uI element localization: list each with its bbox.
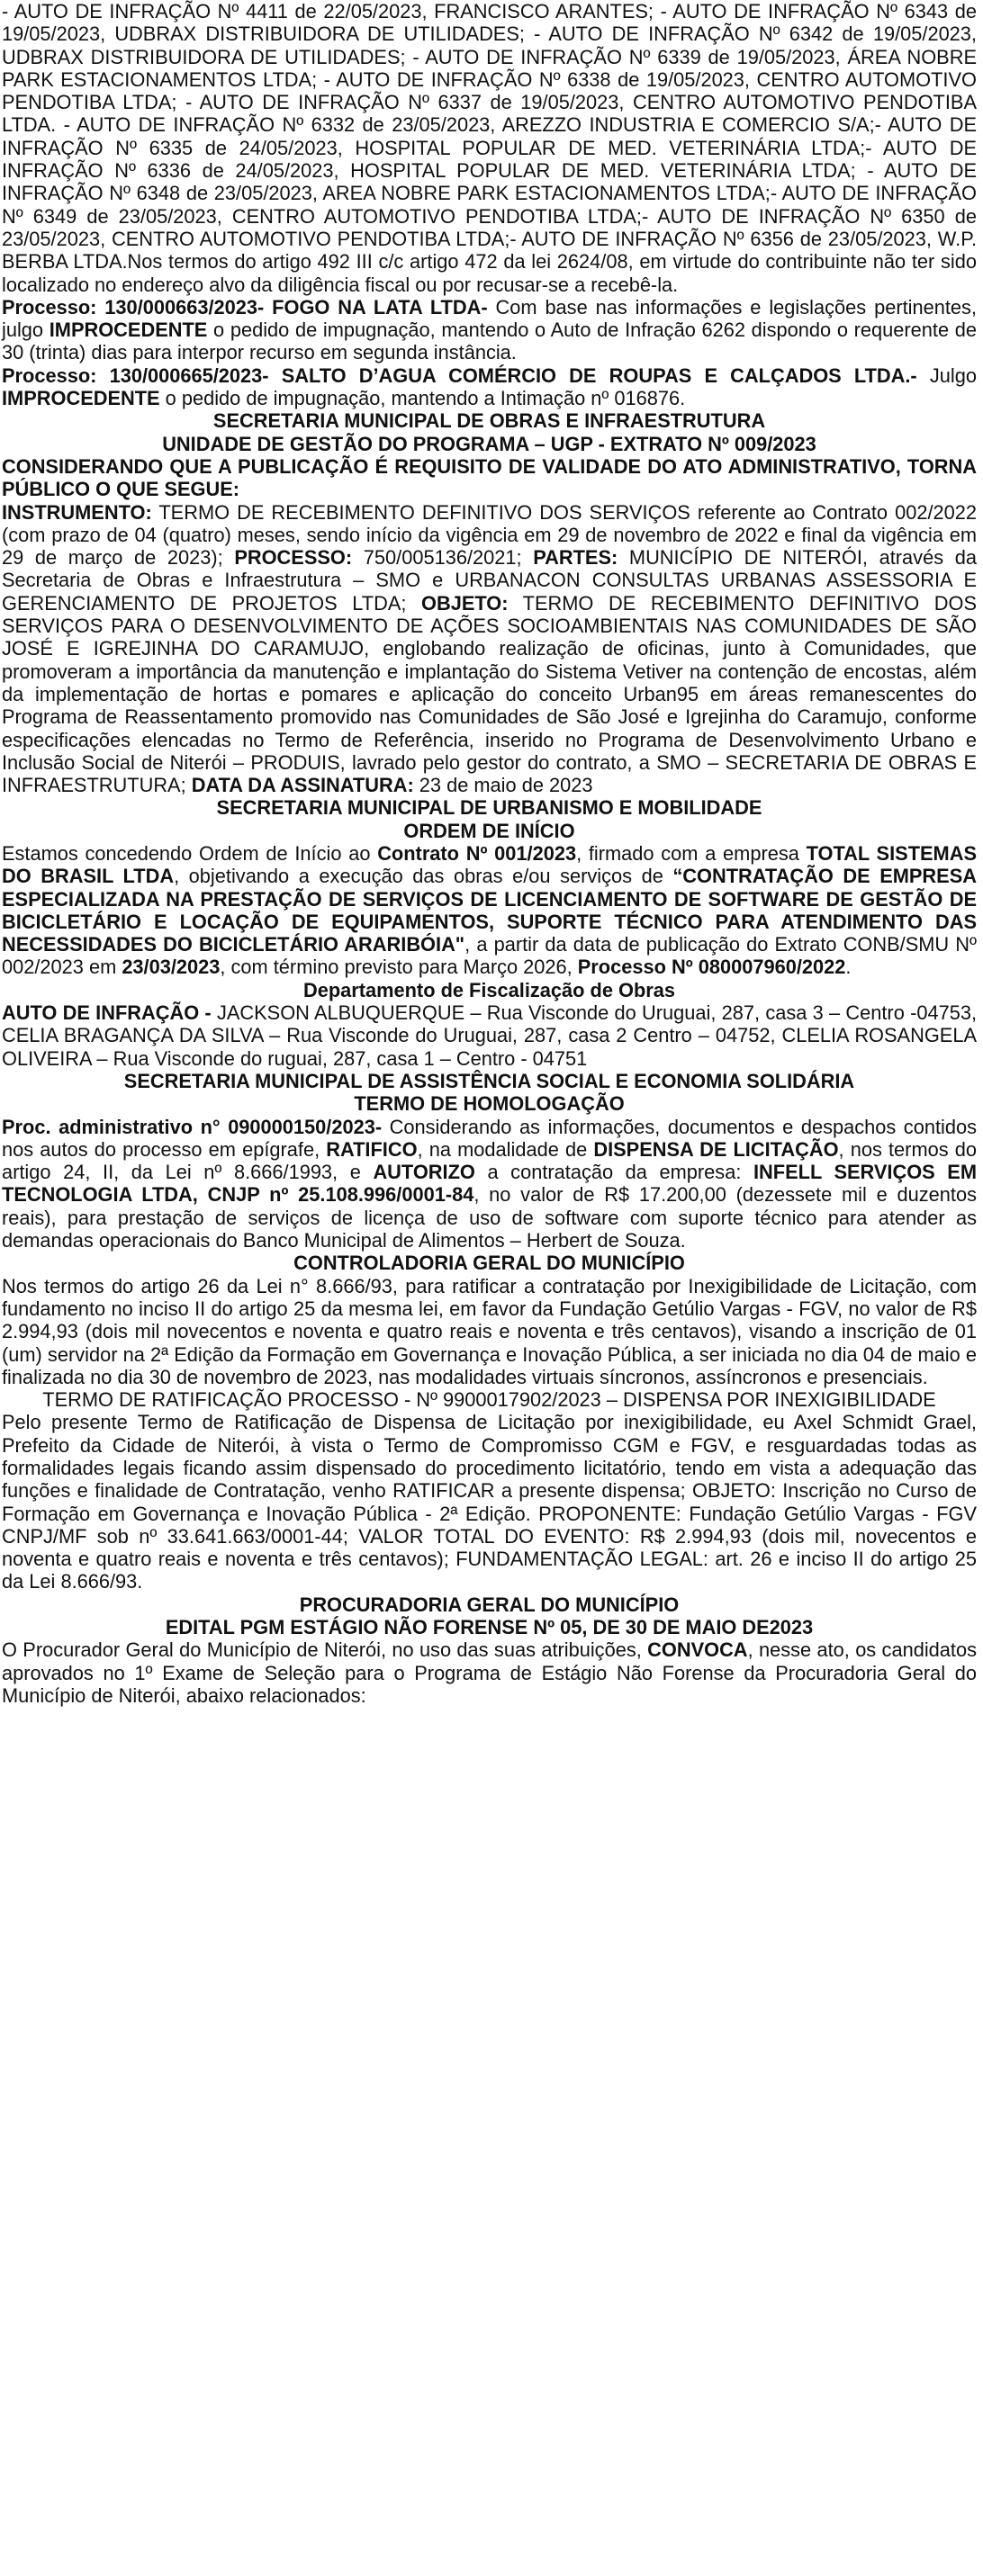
homologacao-paragraph: [2, 1116, 977, 1252]
process-665-verdict: IMPROCEDENTE: [2, 387, 160, 410]
processo-number: Processo Nº 080007960/2022: [577, 956, 846, 979]
homologacao-text-3: , nos termos do artigo 24, II, da Lei nº 8.666/1993, e: [2, 1137, 977, 1184]
secretaria-urbanismo-title: SECRETARIA MUNICIPAL DE URBANISMO E MOBILIDADE: [216, 796, 762, 820]
ordem-text-4: , a partir da data de publicação do Extrato CONB/SMU Nº 002/2023 em: [2, 933, 978, 979]
controladoria-paragraph: Nos termos do artigo 26 da Lei n° 8.666/93, para ratificar a contratação por Inexigibilidade de Licitação, com fundamento no inciso II do artigo 25 da mesma lei, em favor da Fundação Getúlio Vargas - FGV, no valor de R$ 2.994,93 (dois mil novecentos e noventa e quatro reais e noventa e três centavos), visando a inscrição de 01 (um) servidor na 2ª Edição da Formação em Governança e Inovação Pública, a ser iniciada no dia 04 de maio e finalizada no dia 30 de novembro de 2023, nas modalidades virtuais síncronos, assíncronos e presenciais.: [2, 1274, 977, 1388]
instrumento-text: TERMO DE RECEBIMENTO DEFINITIVO DOS SERVIÇOS referente ao Contrato 002/2022 (com prazo de 04 (quatro) meses, sendo início da vigência em 29 de novembro de 2022 e final da vigência em 29 de março de 2023);: [2, 500, 977, 570]
controladoria-title: CONTROLADORIA GERAL DO MUNICÍPIO: [293, 1252, 685, 1275]
partes-label: PARTES:: [533, 546, 618, 570]
auto-infracao-paragraph: [2, 1001, 977, 1070]
ordem-text-6: .: [845, 956, 852, 979]
secretaria-obras-title: SECRETARIA MUNICIPAL DE OBRAS E INFRAESTRUTURA: [212, 409, 766, 433]
procuradoria-title: PROCURADORIA GERAL DO MUNICÍPIO: [299, 1593, 680, 1616]
convoca-word: CONVOCA: [647, 1638, 748, 1662]
objeto-label: OBJETO:: [421, 591, 509, 615]
homologacao-text-1: Considerando as informações, documentos e despachos contidos nos autos do processo em epígrafe,: [2, 1115, 977, 1161]
process-663-text-end: o pedido de impugnação, mantendo o Auto de Infração 6262 dispondo o requerente de 30 (trinta) dias para interpor recurso em segunda instância.: [2, 319, 977, 364]
edital-text-2: , nesse ato, os candidatos aprovados no 1º Exame de Seleção para o Programa de Estágio Não Forense da Procuradoria Geral do Município de Niterói, abaixo relacionados:: [2, 1638, 977, 1707]
edital-text-1: O Procurador Geral do Município de Niterói, no uso das suas atribuições,: [2, 1638, 648, 1662]
homologacao-title: TERMO DE HOMOLOGAÇÃO: [354, 1092, 625, 1116]
process-663-text: Com base nas informações e legislações pertinentes, julgo: [2, 295, 977, 342]
data-assinatura-text: 23 de maio de 2023: [413, 774, 593, 797]
data-assinatura-label: DATA DA ASSINATURA:: [191, 774, 414, 797]
partes-text: MUNICÍPIO DE NITERÓI, através da Secretaria de Obras e Infraestrutura – SMO e URBANACON CONSULTAS URBANAS ASSESSORIA E GERENCIAMENTO DE PROJETOS LTDA;: [2, 546, 977, 615]
ratificacao-title: TERMO DE RATIFICAÇÃO PROCESSO - Nº 9900017902/2023 – DISPENSA POR INEXIGIBILIDADE: [42, 1388, 936, 1412]
process-663-verdict: IMPROCEDENTE: [49, 319, 208, 342]
dispensa-licitacao: DISPENSA DE LICITAÇÃO: [593, 1137, 839, 1161]
process-665-text: Julgo: [916, 364, 977, 387]
secretaria-assistencia-title: SECRETARIA MUNICIPAL DE ASSISTÊNCIA SOCIAL E ECONOMIA SOLIDÁRIA: [123, 1069, 855, 1092]
homologacao-text-4: a contratação da empresa:: [474, 1161, 753, 1184]
process-665-paragraph: [2, 364, 977, 410]
auto-infracao-text: JACKSON ALBUQUERQUE – Rua Visconde do Uruguai, 287, casa 3 – Centro -04753, CELIA BRAGANÇA DA SILVA – Rua Visconde do Uruguai, 287, casa 2 Centro – 04752, CLELIA ROSANGELA OLIVEIRA – Rua Visconde do ruguai, 287, casa 1 – Centro - 04751: [2, 1001, 977, 1070]
processo-text: 750/005136/2021;: [352, 546, 534, 570]
objeto-text: TERMO DE RECEBIMENTO DEFINITIVO DOS SERVIÇOS PARA O DESENVOLVIMENTO DE AÇÕES SOCIOAMBIENTAIS NAS COMUNIDADES DE SÃO JOSÉ E IGREJINHA DO CARAMUJO, englobando realização de oficinas, junto à Comunidades, que promoveram a importância da manutenção e implantação do Sistema Vetiver na contenção de encostas, além da implementação de hortas e pomares e aplicação do conceito Urban95 em áreas remanescentes do Programa de Reassentamento promovido nas Comunidades de São José e Igrejinha do Caramujo, conforme especificações elencadas no Termo de Referência, inserido no Programa de Desenvolvimento Urbano e Inclusão Social de Niterói – PRODUIS, lavrado pelo gestor do contrato, a SMO – SECRETARIA DE OBRAS E INFRAESTRUTURA;: [2, 591, 977, 797]
proc-administrativo: Proc. administrativo n° 090000150/2023-: [2, 1115, 383, 1138]
auto-infracao-label: AUTO DE INFRAÇÃO -: [2, 1001, 212, 1025]
edital-paragraph: [2, 1638, 977, 1707]
extrato-paragraph: [2, 501, 977, 797]
autorizo-word: AUTORIZO: [373, 1161, 475, 1184]
ordem-text-1: Estamos concedendo Ordem de Início ao: [2, 841, 378, 865]
data-publicacao: 23/03/2023: [122, 956, 221, 979]
homologacao-text-5: , no valor de R$ 17.200,00 (dezessete mil e duzentos reais), para prestação de serviços de licença de uso de software com suporte técnico para atender as demandas operacionais do Banco Municipal de Alimentos – Herbert de Souza.: [2, 1183, 977, 1252]
process-663-heading: Processo: 130/000663/2023- FOGO NA LATA LTDA-: [2, 295, 488, 319]
ratificacao-paragraph: Pelo presente Termo de Ratificação de Dispensa de Licitação por inexigibilidade, eu Axel Schmidt Grael, Prefeito da Cidade de Niterói, à vista o Termo de Compromisso CGM e FGV, e resguardadas todas as formalidades legais ficando assim dispensado do procedimento licitatório, tendo em vista a adequação das funções e finalidade de Contratação, venho RATIFICAR a presente dispensa; OBJETO: Inscrição no Curso de Formação em Governança e Inovação Pública - 2ª Edição. PROPONENTE: Fundação Getúlio Vargas - FGV CNPJ/MF sob nº 33.641.663/0001-44; VALOR TOTAL DO EVENTO: R$ 2.994,93 (dois mil, novecentos e noventa e quatro reais e noventa e três centavos); FUNDAMENTAÇÃO LEGAL: art. 26 e inciso II do artigo 25 da Lei 8.666/93.: [2, 1411, 977, 1593]
ratifico-word: RATIFICO: [326, 1137, 418, 1161]
ordem-inicio-paragraph: [2, 842, 977, 979]
homologacao-text-2: , na modalidade de: [417, 1137, 594, 1161]
objeto-contratacao: “CONTRATAÇÃO DE EMPRESA ESPECIALIZADA NA PRESTAÇÃO DE SERVIÇOS DE LICENCIAMENTO DE SOFTWARE DE GESTÃO DE BICICLETÁRIO E LOCAÇÃO DE EQUIPAMENTOS, SUPORTE TÉCNICO PARA ATENDIMENTO DAS NECESSIDADES DO BICICLETÁRIO ARARIBÓIA": [2, 865, 977, 956]
processo-label: PROCESSO:: [234, 546, 353, 570]
ordem-text-2: , firmado com a empresa: [576, 841, 807, 865]
process-665-heading: Processo: 130/000665/2023- SALTO D’AGUA COMÉRCIO DE ROUPAS E CALÇADOS LTDA.-: [2, 364, 917, 387]
considerando-heading: CONSIDERANDO QUE A PUBLICAÇÃO É REQUISITO DE VALIDADE DO ATO ADMINISTRATIVO, TORNA PÚBLICO O QUE SEGUE:: [2, 454, 977, 501]
ordem-inicio-title: ORDEM DE INÍCIO: [403, 819, 575, 842]
empresa-name: TOTAL SISTEMAS DO BRASIL LTDA: [2, 841, 977, 888]
fiscalizacao-title: Departamento de Fiscalização de Obras: [302, 978, 676, 1001]
infraction-list-paragraph: - AUTO DE INFRAÇÃO Nº 4411 de 22/05/2023, FRANCISCO ARANTES; - AUTO DE INFRAÇÃO Nº 6343 de 19/05/2023, UDBRAX DISTRIBUIDORA DE UTILIDADES; - AUTO DE INFRAÇÃO Nº 6342 de 19/05/2023, UDBRAX DISTRIBUIDORA DE UTILIDADES; - AUTO DE INFRAÇÃO Nº 6339 de 19/05/2023, ÁREA NOBRE PARK ESTACIONAMENTOS LTDA; - AUTO DE INFRAÇÃO Nº 6338 de 19/05/2023, CENTRO AUTOMOTIVO PENDOTIBA LTDA; - AUTO DE INFRAÇÃO Nº 6337 de 19/05/2023, CENTRO AUTOMOTIVO PENDOTIBA LTDA. - AUTO DE INFRAÇÃO Nº 6332 de 23/05/2023, AREZZO INDUSTRIA E COMERCIO S/A;- AUTO DE INFRAÇÃO Nº 6335 de 24/05/2023, HOSPITAL POPULAR DE MED. VETERINÁRIA LTDA;- AUTO DE INFRAÇÃO Nº 6336 de 24/05/2023, HOSPITAL POPULAR DE MED. VETERINÁRIA LTDA; - AUTO DE INFRAÇÃO Nº 6348 de 23/05/2023, AREA NOBRE PARK ESTACIONAMENTOS LTDA;- AUTO DE INFRAÇÃO Nº 6349 de 23/05/2023, CENTRO AUTOMOTIVO PENDOTIBA LTDA;- AUTO DE INFRAÇÃO Nº 6350 de 23/05/2023, CENTRO AUTOMOTIVO PENDOTIBA LTDA;- AUTO DE INFRAÇÃO Nº 6356 de 23/05/2023, W.P. BERBA LTDA.Nos termos do artigo 492 III c/c artigo 472 da lei 2624/08, em virtude do contribuinte não ter sido localizado no endereço alvo da diligência fiscal ou por recusar-se a recebê-la.: [2, 0, 977, 296]
ugp-extrato-title: UNIDADE DE GESTÃO DO PROGRAMA – UGP - EXTRATO Nº 009/2023: [162, 432, 816, 455]
process-665-text-end: o pedido de impugnação, mantendo a Intimação nº 016876.: [159, 387, 686, 410]
ordem-text-5: , com término previsto para Março 2026,: [220, 956, 578, 979]
process-663-paragraph: [2, 296, 977, 364]
instrumento-label: INSTRUMENTO:: [2, 500, 152, 524]
contrato-number: Contrato Nº 001/2023: [377, 841, 577, 865]
infell-empresa: INFELL SERVIÇOS EM TECNOLOGIA LTDA, CNJP nº 25.108.996/0001-84: [2, 1161, 978, 1207]
ordem-text-3: , objetivando a execução das obras e/ou serviços de: [174, 865, 673, 888]
edital-title: EDITAL PGM ESTÁGIO NÃO FORENSE Nº 05, DE 30 DE MAIO DE2023: [165, 1616, 814, 1639]
